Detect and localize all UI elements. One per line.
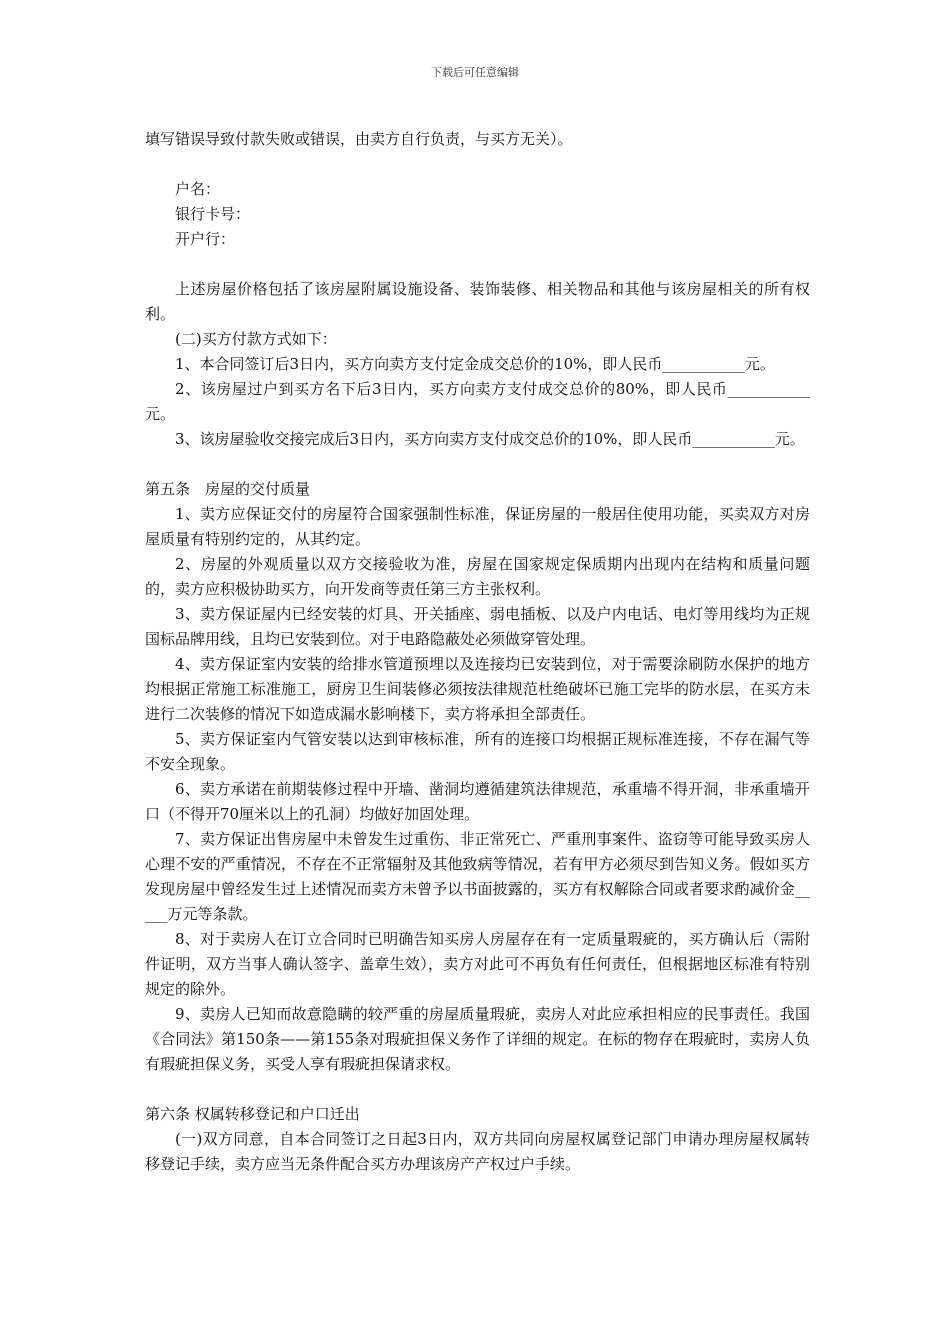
article5-clause: 1、卖方应保证交付的房屋符合国家强制性标准，保证房屋的一般居住使用功能，买卖双方对房屋质量有特别约定的，从其约定。 xyxy=(145,505,810,548)
article5-clause: 7、卖方保证出售房屋中未曾发生过重伤、非正常死亡、严重刑事案件、盗窃等可能导致买房人心理不安的严重情况，不存在不正常辐射及其他致病等情况，若有甲方必须尽到告知义务。假如买方发现房屋中曾经发生过上述情况而卖方未曾予以书面披露的，买方有权解除合同或者要求酌减价金_____万元等条款。 xyxy=(145,830,810,923)
article5-clause: 8、对于卖房人在订立合同时已明确告知买房人房屋存在有一定质量瑕疵的，买方确认后（需附件证明，双方当事人确认签字、盖章生效），卖方对此可不再负有任何责任，但根据地区标准有特别规定的除外。 xyxy=(145,930,810,998)
price-note: 上述房屋价格包括了该房屋附属设施设备、装饰装修、相关物品和其他与该房屋相关的所有权利。 xyxy=(145,280,810,323)
article6-clause: (一)双方同意，自本合同签订之日起3日内，双方共同向房屋权属登记部门申请办理房屋权属转移登记手续，卖方应当无条件配合买方办理该房产产权过户手续。 xyxy=(145,1130,810,1173)
payment-item: 3、该房屋验收交接完成后3日内，买方向卖方支付成交总价的10%，即人民币___________元。 xyxy=(175,430,805,448)
document-body xyxy=(145,127,810,1177)
article6-title: 第六条 权属转移登记和户口迁出 xyxy=(145,1105,360,1123)
payment-heading: (二)买方付款方式如下： xyxy=(175,330,337,348)
article5-clause: 3、卖方保证屋内已经安装的灯具、开关插座、弱电插板、以及户内电话、电灯等用线均为正规国标品牌用线，且均已安装到位。对于电路隐蔽处必须做穿管处理。 xyxy=(145,605,810,648)
account-name-label: 户名： xyxy=(175,180,221,198)
page-header: 下载后可任意编辑 xyxy=(431,66,519,79)
article5-title: 第五条 房屋的交付质量 xyxy=(145,480,311,498)
article5-clause: 9、卖房人已知而故意隐瞒的较严重的房屋质量瑕疵，卖房人对此应承担相应的民事责任。我国《合同法》第150条——第155条对瑕疵担保义务作了详细的规定。在标的物存在瑕疵时，卖房人负有瑕疵担保义务，买受人享有瑕疵担保请求权。 xyxy=(145,1005,810,1073)
bank-card-label: 银行卡号： xyxy=(175,205,251,223)
article5-clause: 5、卖方保证室内气管安装以达到审核标准，所有的连接口均根据正规标准连接，不存在漏气等不安全现象。 xyxy=(145,730,810,773)
article5-clause: 4、卖方保证室内安装的给排水管道预埋以及连接均已安装到位，对于需要涂刷防水保护的地方均根据正常施工标准施工，厨房卫生间装修必须按法律规范杜绝破坏已施工完毕的防水层，在买方未进行二次装修的情况下如造成漏水影响楼下，卖方将承担全部责任。 xyxy=(145,655,810,723)
bank-branch-label: 开户行： xyxy=(175,230,236,248)
article5-clause: 6、卖方承诺在前期装修过程中开墙、凿洞均遵循建筑法律规范，承重墙不得开洞，非承重墙开口（不得开70厘米以上的孔洞）均做好加固处理。 xyxy=(145,780,810,823)
article5-clause: 2、房屋的外观质量以双方交接验收为准，房屋在国家规定保质期内出现内在结构和质量问题的，卖方应积极协助买方，向开发商等责任第三方主张权利。 xyxy=(145,555,810,598)
lead-paragraph: 填写错误导致付款失败或错误，由卖方自行负责，与买方无关）。 xyxy=(145,130,573,148)
payment-item: 2、该房屋过户到买方名下后3日内，买方向卖方支付成交总价的80%，即人民币___________元。 xyxy=(145,380,810,423)
payment-item: 1、本合同签订后3日内，买方向卖方支付定金成交总价的10%，即人民币___________元。 xyxy=(175,355,775,373)
